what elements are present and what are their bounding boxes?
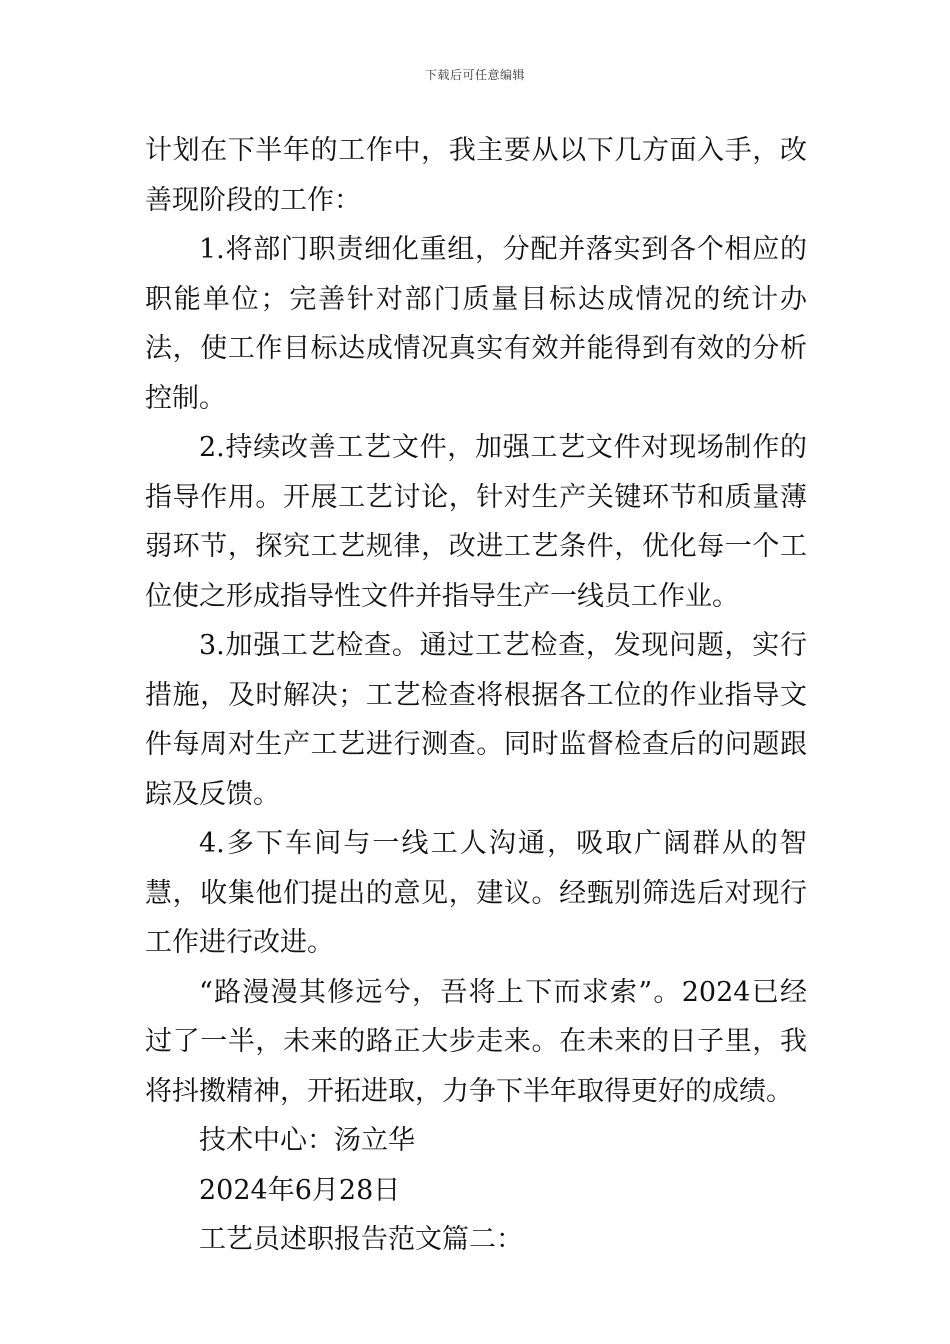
signature-line: 技术中心：汤立华 [199,1125,415,1156]
document-body [145,126,807,1265]
paragraph-item-3: 3.加强工艺检查。通过工艺检查，发现问题，实行措施，及时解决；工艺检查将根据各工位的作业指导文件每周对生产工艺进行测查。同时监督检查后的问题跟踪及反馈。 [145,630,807,810]
paragraph-closing: “路漫漫其修远兮，吾将上下而求索”。2024已经过了一半，未来的路正大步走来。在未来的日子里，我将抖擞精神，开拓进取，力争下半年取得更好的成绩。 [145,976,807,1107]
paragraph-intro: 计划在下半年的工作中，我主要从以下几方面入手，改善现阶段的工作： [145,135,807,216]
next-section-title: 工艺员述职报告范文篇二： [199,1224,523,1255]
paragraph-item-4: 4.多下车间与一线工人沟通，吸取广阔群从的智慧，收集他们提出的意见，建议。经甄别筛选后对现行工作进行改进。 [145,828,807,958]
paragraph-item-1: 1.将部门职责细化重组，分配并落实到各个相应的职能单位；完善针对部门质量目标达成情况的统计办法，使工作目标达成情况真实有效并能得到有效的分析控制。 [145,234,807,414]
paragraph-item-2: 2.持续改善工艺文件，加强工艺文件对现场制作的指导作用。开展工艺讨论，针对生产关键环节和质量薄弱环节，探究工艺规律，改进工艺条件，优化每一个工位使之形成指导性文件并指导生产一线员工作业。 [145,432,807,612]
date-line: 2024年6月28日 [199,1174,401,1206]
page-header: 下载后可任意编辑 [424,68,525,82]
